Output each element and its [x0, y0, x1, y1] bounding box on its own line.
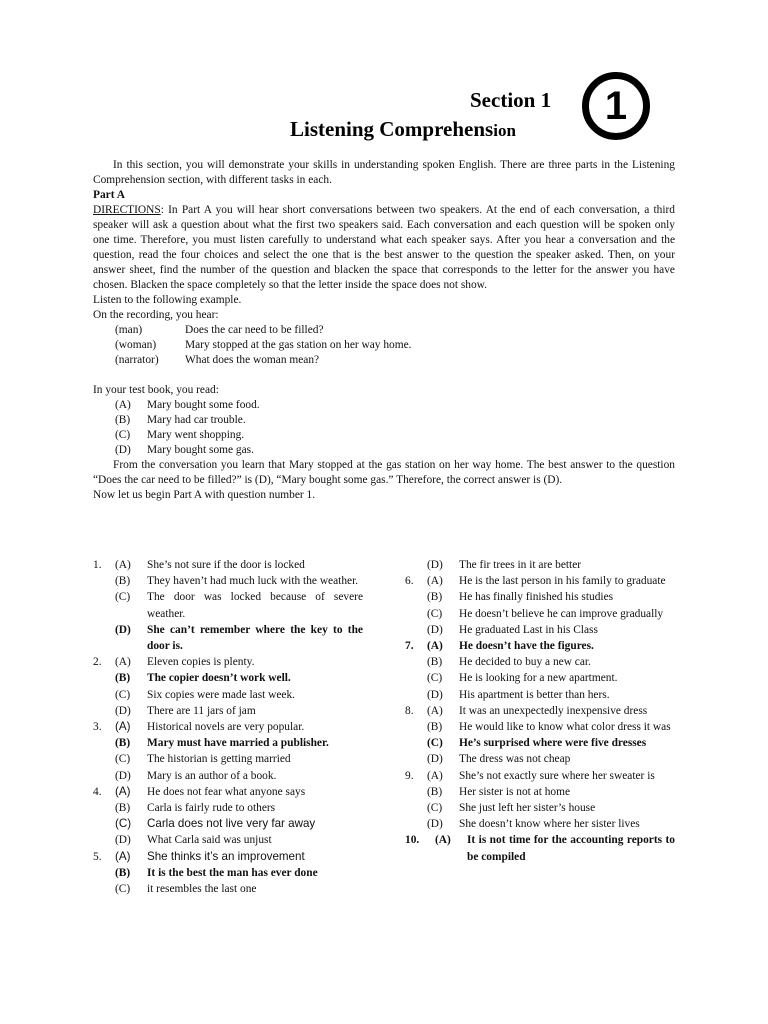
option-text: It was an unexpectedly inexpensive dress [459, 704, 648, 717]
question-number [93, 832, 115, 848]
answer-option [405, 622, 675, 638]
question-number: 5. [93, 850, 102, 863]
option-letter: (C) [115, 688, 131, 701]
option-letter: (C) [115, 429, 131, 441]
answer-option [93, 589, 363, 621]
option-text: Her sister is not at home [459, 785, 571, 798]
option-letter: (A) [115, 849, 131, 863]
option-text: Mary must have married a publisher. [147, 737, 329, 750]
book-line: In your test book, you read: [93, 384, 219, 396]
option-letter: (A) [427, 575, 443, 588]
answer-option [405, 606, 675, 622]
option-text: He graduated Last in his Class [459, 623, 598, 636]
option-text: Mary is an author of a book. [147, 769, 277, 782]
dialogue-text: What does the woman mean? [185, 354, 320, 366]
option-letter: (C) [115, 753, 131, 766]
page-title-tail: ion [493, 121, 516, 140]
option-text: He doesn’t believe he can improve gradually [459, 607, 664, 620]
question-number: 2. [93, 656, 102, 669]
question-number [93, 670, 115, 686]
question-number [405, 784, 427, 800]
option-text: His apartment is better than hers. [459, 688, 610, 701]
answer-option [93, 768, 363, 784]
option-letter: (D) [427, 753, 443, 766]
question-number [93, 865, 115, 881]
option-text: He decided to buy a new car. [459, 656, 591, 669]
option-text: He has finally finished his studies [459, 591, 614, 604]
option-text: He is the last person in his family to graduate [459, 575, 666, 588]
question-number [405, 589, 427, 605]
question-number [93, 768, 115, 784]
question-number: 7. [405, 640, 414, 653]
answer-option [405, 784, 675, 800]
question-number [405, 622, 427, 638]
question-number [93, 816, 115, 832]
option-letter: (A) [115, 559, 131, 571]
answer-option-correct [93, 816, 363, 832]
option-letter: (B) [115, 802, 131, 815]
answer-option [405, 573, 675, 589]
answer-option [405, 557, 675, 573]
answer-option [93, 687, 363, 703]
option-text: The dress was not cheap [459, 753, 571, 766]
directions-label: DIRECTIONS [93, 204, 161, 216]
question-number [93, 589, 115, 621]
option-text: The copier doesn’t work well. [147, 672, 291, 685]
option-letter: (B) [115, 737, 131, 750]
option-text: She can’t remember where the key to the door is. [147, 623, 363, 653]
option-text: He is looking for a new apartment. [459, 672, 618, 685]
answer-option [405, 832, 675, 864]
option-letter: (A) [427, 704, 443, 717]
answer-option [405, 589, 675, 605]
answer-option [93, 719, 363, 735]
section-heading: Section 1 [470, 88, 552, 112]
page-title [290, 117, 516, 142]
question-number [405, 687, 427, 703]
option-letter: (D) [115, 769, 131, 782]
option-letter: (C) [427, 607, 443, 620]
answer-option [405, 816, 675, 832]
answer-option [405, 654, 675, 670]
dialogue-text: Mary stopped at the gas station on her way home. [185, 339, 412, 351]
question-number: 6. [405, 575, 414, 588]
dialogue-speaker: (woman) [115, 339, 157, 351]
question-number: 3. [93, 721, 102, 734]
question-number [93, 800, 115, 816]
answer-option-correct [405, 638, 675, 654]
option-letter: (C) [427, 737, 443, 750]
option-text: He doesn’t have the figures. [459, 640, 594, 653]
option-text: There are 11 jars of jam [147, 704, 256, 717]
option-letter: (B) [427, 591, 443, 604]
option-text: It is the best the man has ever done [147, 866, 318, 879]
dialogue-line [93, 338, 675, 353]
answer-option [405, 719, 675, 735]
option-letter: (A) [115, 720, 131, 734]
option-letter: (A) [115, 399, 131, 411]
question-number [93, 687, 115, 703]
question-number [405, 800, 427, 816]
example-option [93, 413, 675, 428]
directions-paragraph [93, 203, 675, 293]
option-letter: (D) [427, 818, 443, 831]
dialogue-text: Does the car need to be filled? [185, 324, 324, 336]
option-text: Mary bought some food. [147, 399, 260, 411]
question-number [405, 670, 427, 686]
question-number [405, 557, 427, 573]
option-text: He’s surprised where were five dresses [459, 737, 647, 750]
answer-option-correct [93, 735, 363, 751]
answer-option-correct [405, 735, 675, 751]
answer-option [405, 800, 675, 816]
option-text: it resembles the last one [147, 883, 257, 896]
option-letter: (C) [115, 883, 131, 896]
option-text: Mary had car trouble. [147, 414, 246, 426]
directions-text: : In Part A you will hear short conversations between two speakers. At the end of each conversation, a third speaker will ask a question about what the first two speakers said. Each conversation and each question will be spoken only one time. Therefore, you must listen carefully to understand what each speaker says. After you hear a conversation and the question, read the four choices and select the one that is the best answer to the question the speaker asked. Then, on your answer sheet, find the number of the question and blacken the space that corresponds to the letter for the answer you have chosen. Blacken the space completely so that the letter inside the space does not show. [93, 204, 675, 291]
question-number [93, 735, 115, 751]
question-number: 10. [405, 834, 420, 847]
option-text: Six copies were made last week. [147, 688, 296, 701]
option-text: The historian is getting married [147, 753, 291, 766]
option-letter: (B) [115, 575, 131, 588]
section-number-badge [582, 72, 650, 140]
question-number [405, 719, 427, 735]
option-letter: (D) [115, 704, 131, 717]
part-label: Part A [93, 189, 125, 201]
answer-option-correct [93, 670, 363, 686]
option-text: They haven’t had much luck with the weather. [147, 575, 359, 588]
answer-option-correct [93, 865, 363, 881]
question-number: 9. [405, 769, 414, 782]
dialogue-line [93, 353, 675, 368]
option-letter: (A) [115, 784, 131, 798]
question-number: 8. [405, 704, 414, 717]
option-text: She thinks it’s an improvement [147, 849, 305, 863]
option-text: The fir trees in it are better [459, 559, 582, 571]
option-text: He does not fear what anyone says [147, 785, 306, 798]
option-letter: (C) [427, 802, 443, 815]
option-letter: (D) [115, 444, 131, 456]
question-number [93, 622, 115, 654]
option-text: She just left her sister’s house [459, 802, 596, 815]
option-letter: (B) [115, 414, 131, 426]
answer-option [93, 573, 363, 589]
option-letter: (D) [115, 834, 131, 847]
listen-line: Listen to the following example. [93, 294, 242, 306]
option-text: Mary bought some gas. [147, 444, 254, 456]
answer-option [93, 557, 363, 573]
question-number [405, 654, 427, 670]
answer-option [405, 703, 675, 719]
answer-option [93, 800, 363, 816]
answer-option [93, 751, 363, 767]
option-letter: (D) [427, 559, 443, 571]
recording-line: On the recording, you hear: [93, 309, 219, 321]
explanation-paragraph: From the conversation you learn that Mary stopped at the gas station on her way home. The best answer to the question “Does the car need to be filled?” is (D), “Mary bought some gas.” Therefore, the correct answer is (D). [93, 459, 675, 486]
example-option [93, 428, 675, 443]
option-letter: (B) [427, 721, 443, 734]
answer-option [93, 784, 363, 800]
option-text: Eleven copies is plenty. [147, 656, 255, 669]
dialogue-speaker: (narrator) [115, 354, 159, 366]
questions-left-column [93, 557, 363, 897]
dialogue-speaker: (man) [115, 324, 143, 336]
option-text: Mary went shopping. [147, 429, 245, 441]
option-letter: (B) [427, 785, 443, 798]
questions-right-column [405, 557, 675, 865]
option-letter: (C) [115, 591, 131, 604]
option-letter: (D) [427, 688, 443, 701]
answer-option-correct [93, 622, 363, 654]
begin-line: Now let us begin Part A with question number 1. [93, 489, 316, 501]
option-letter: (B) [427, 656, 443, 669]
question-number: 4. [93, 785, 102, 798]
question-number [405, 816, 427, 832]
example-option [93, 443, 675, 458]
answer-option [93, 654, 363, 670]
option-letter: (A) [435, 834, 451, 847]
option-text: He would like to know what color dress it was [459, 721, 671, 734]
page-title-main: Listening Comprehens [290, 117, 494, 141]
option-text: It is not time for the accounting reports to be compiled [467, 834, 675, 863]
question-number [405, 606, 427, 622]
option-text: She doesn’t know where her sister lives [459, 818, 640, 831]
option-letter: (D) [427, 623, 443, 636]
instructions-block [93, 158, 675, 503]
question-number [405, 751, 427, 767]
option-letter: (C) [115, 817, 132, 831]
section-number: 1 [604, 84, 628, 128]
option-letter: (A) [427, 769, 443, 782]
answer-option [93, 703, 363, 719]
example-option [93, 398, 675, 413]
answer-option [93, 881, 363, 897]
answer-option [93, 849, 363, 865]
option-text: The door was locked because of severe weather. [147, 591, 363, 620]
intro-paragraph: In this section, you will demonstrate your skills in understanding spoken English. There are three parts in the Listening Comprehension section, with different tasks in each. [93, 159, 675, 186]
answer-option [405, 687, 675, 703]
option-letter: (B) [115, 672, 131, 685]
question-number [93, 573, 115, 589]
question-number [405, 735, 427, 751]
option-text: She’s not exactly sure where her sweater is [459, 769, 655, 782]
answer-option [405, 768, 675, 784]
option-letter: (A) [427, 640, 443, 653]
dialogue-line [93, 323, 675, 338]
option-letter: (B) [115, 866, 131, 879]
question-number [93, 751, 115, 767]
answer-option [405, 751, 675, 767]
option-text: She’s not sure if the door is locked [147, 559, 305, 571]
question-number: 1. [93, 559, 102, 571]
option-text: Carla does not live very far away [147, 817, 316, 831]
option-text: Historical novels are very popular. [147, 721, 305, 734]
question-number [93, 881, 115, 897]
answer-option [405, 670, 675, 686]
answer-option [93, 832, 363, 848]
option-letter: (A) [115, 656, 131, 669]
option-letter: (D) [115, 623, 131, 636]
option-letter: (C) [427, 672, 443, 685]
option-text: Carla is fairly rude to others [147, 802, 276, 815]
question-number [93, 703, 115, 719]
option-text: What Carla said was unjust [147, 834, 272, 847]
